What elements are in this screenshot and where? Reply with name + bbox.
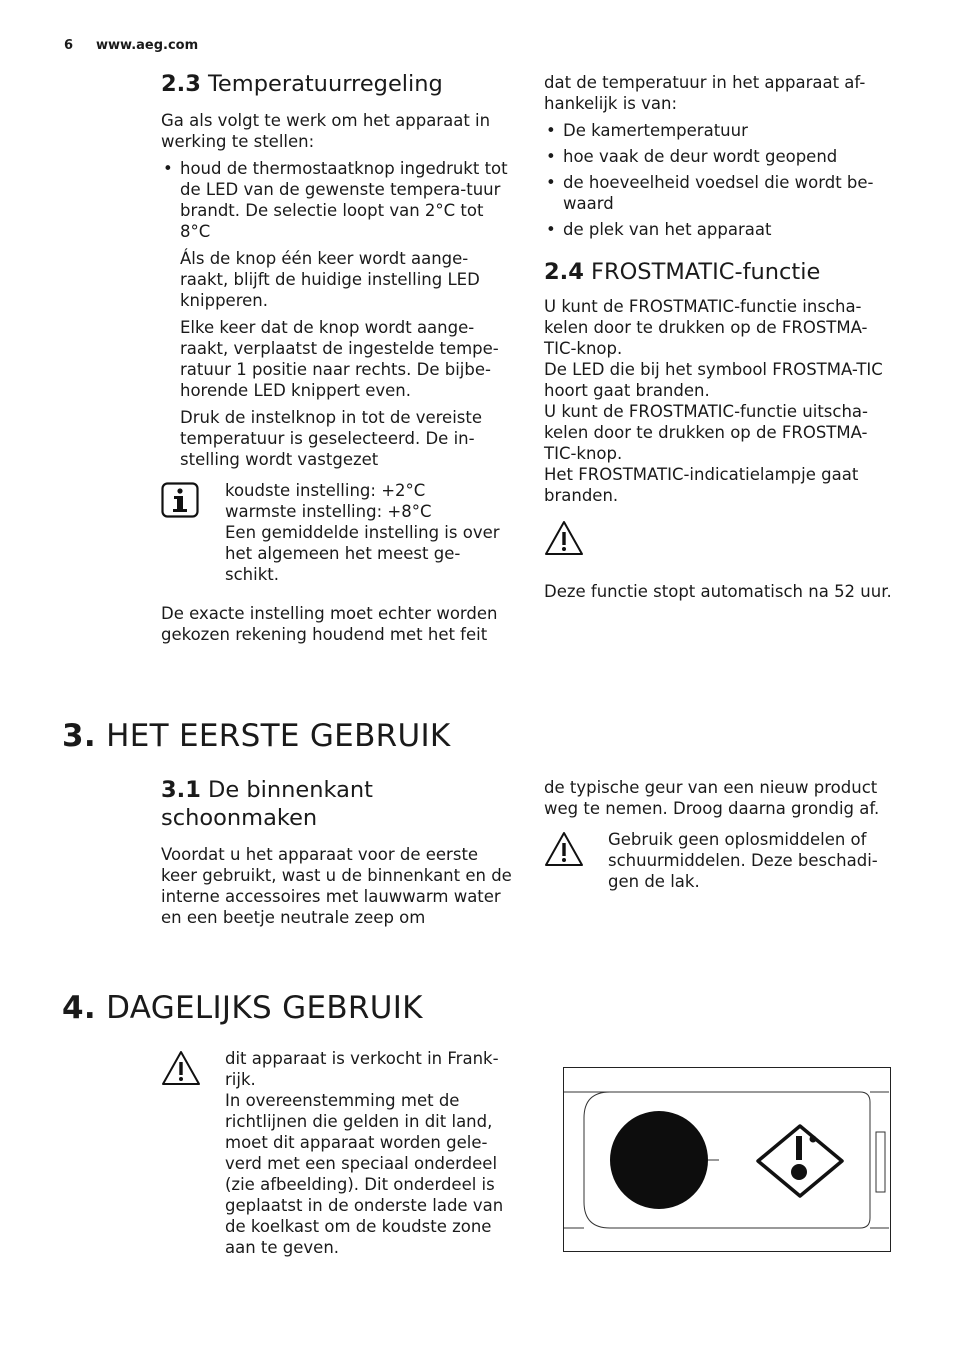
list-item: • houd de thermostaatknop ingedrukt tot de LED van de gewenste tempera-tuur brandt. De selectie loopt van 2°C tot 8°C	[161, 158, 513, 242]
warning-icon	[161, 1050, 201, 1091]
website-url: www.aeg.com	[96, 38, 199, 53]
warning-icon	[544, 520, 894, 561]
section-3-1-heading: 3.1 De binnenkant schoonmaken	[161, 777, 373, 831]
info-note: koudste instelling: +2°C warmste instelling: +8°C Een gemiddelde instelling is over het algemeen het meest ge-schikt.	[161, 480, 513, 585]
section-2-3-right	[544, 72, 894, 602]
chapter-3-heading: 3. HET EERSTE GEBRUIK	[62, 718, 451, 754]
indicator-warning-symbol	[758, 1126, 842, 1196]
chapter-4-heading: 4. DAGELIJKS GEBRUIK	[62, 990, 423, 1026]
paragraph: U kunt de FROSTMATIC-functie uitscha-kelen door te drukken op de FROSTMA-TIC-knop.	[544, 402, 868, 463]
paragraph: Het FROSTMATIC-indicatielampje gaat branden.	[544, 465, 859, 505]
paragraph: Voordat u het apparaat voor de eerste keer gebruikt, wast u de binnenkant en de interne accessoires met lauwwarm water en een beetje neutrale zeep om	[161, 845, 512, 927]
indicator-disc	[610, 1111, 719, 1209]
info-icon	[161, 482, 199, 523]
warning-note: dit apparaat is verkocht in Frank-rijk. In overeenstemming met de richtlijnen die gelden in dit land, moet dit apparaat worden gele-verd met een speciaal onderdeel (zie afbeelding). Dit onderdeel is geplaatst in de onderste lade van de koelkast om de koudste zone aan te geven.	[161, 1048, 516, 1258]
section-2-3-left	[161, 70, 513, 651]
paragraph: Druk de instelknop in tot de vereiste temperatuur is geselecteerd. De in-stelling wordt vastgezet	[180, 408, 483, 469]
paragraph: De exacte instelling moet echter worden gekozen rekening houdend met het feit	[161, 604, 498, 644]
paragraph: U kunt de FROSTMATIC-functie inscha-kelen door te drukken op de FROSTMA-TIC-knop.	[544, 297, 868, 358]
list-item: • De kamertemperatuur	[544, 120, 894, 141]
section-3-1-left	[161, 776, 513, 934]
list-item: • de plek van het apparaat	[544, 219, 894, 240]
warning-icon	[544, 831, 584, 872]
paragraph: Elke keer dat de knop wordt aange-raakt, verplaatst de ingestelde tempe-ratuur 1 positie naar rechts. De bijbe-horende LED knippert even.	[180, 318, 499, 400]
paragraph: de typische geur van een nieuw product weg te nemen. Droog daarna grondig af.	[544, 778, 880, 818]
section-3-1-right	[544, 777, 894, 902]
warning-note: Gebruik geen oplosmiddelen of schuurmiddelen. Deze beschadi-gen de lak.	[544, 829, 894, 892]
indicator-figure	[563, 1067, 891, 1252]
list-item: • de hoeveelheid voedsel die wordt be-waard	[544, 172, 894, 214]
list-item: • hoe vaak de deur wordt geopend	[544, 146, 894, 167]
paragraph: De LED die bij het symbool FROSTMA-TIC hoort gaat branden.	[544, 360, 883, 400]
page-number: 6	[64, 38, 74, 53]
section-2-3-heading: 2.3 Temperatuurregeling	[161, 71, 443, 97]
paragraph: Deze functie stopt automatisch na 52 uur.	[544, 582, 892, 601]
paragraph: Áls de knop één keer wordt aange-raakt, blijft de huidige instelling LED knipperen.	[180, 249, 480, 310]
side-slot	[876, 1132, 885, 1192]
section-4-left	[161, 1048, 516, 1268]
paragraph: dat de temperatuur in het apparaat af-hankelijk is van:	[544, 73, 866, 113]
section-2-4-heading: 2.4 FROSTMATIC-functie	[544, 259, 821, 285]
intro-text: Ga als volgt te werk om het apparaat in werking te stellen:	[161, 111, 491, 151]
